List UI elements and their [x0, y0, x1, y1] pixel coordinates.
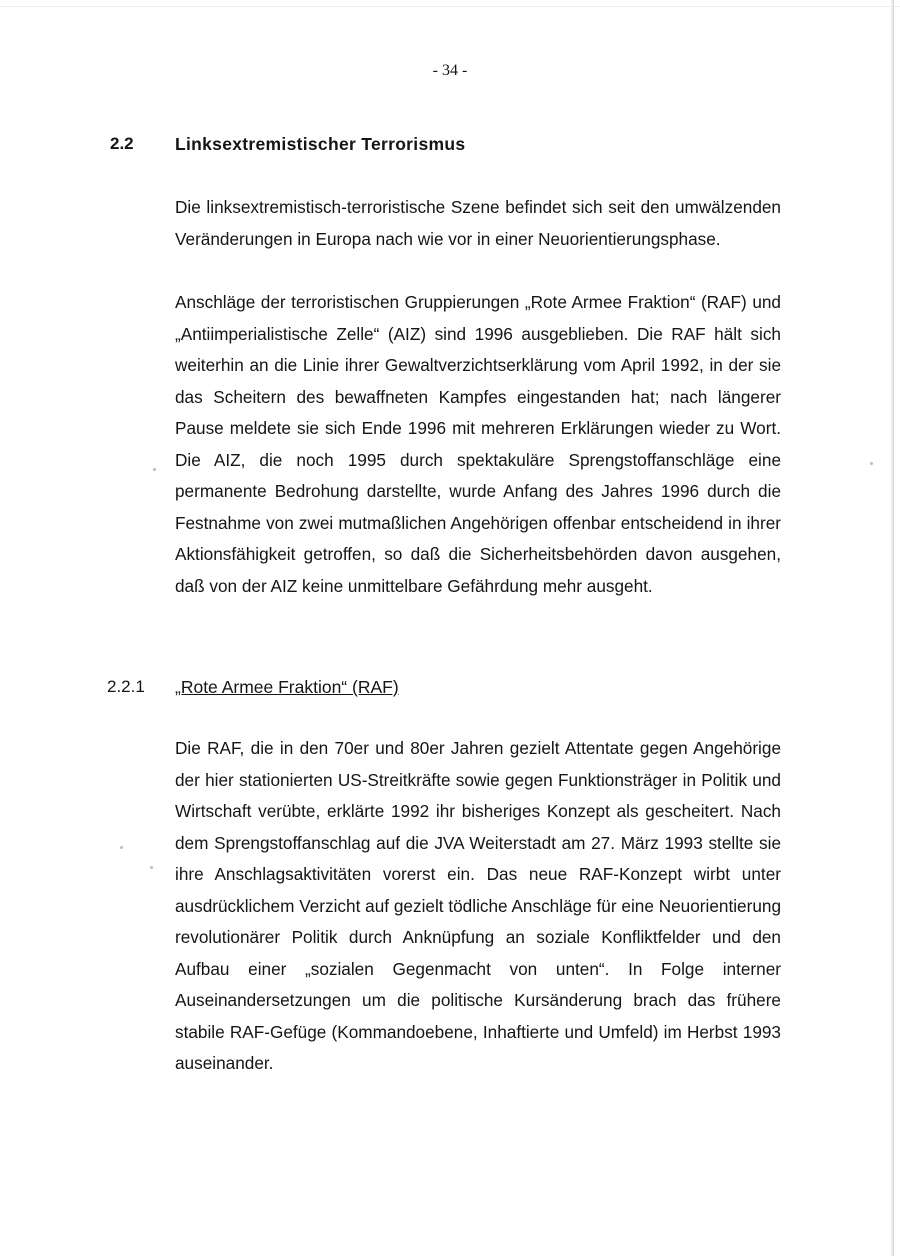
section-number: 2.2 [110, 134, 134, 153]
subsection-title: „Rote Armee Fraktion“ (RAF) [175, 677, 399, 697]
scan-speck [120, 846, 123, 849]
section-paragraph-2: Anschläge der terroristischen Gruppierungen „Rote Armee Fraktion“ (RAF) und „Antiimperialistische Zelle“ (AIZ) sind 1996 ausgeblieben. Die RAF hält sich weiterhin an die Linie ihrer Gewaltverzichtserklärung vom April 1992, in der sie das Scheitern des bewaffneten Kampfes eingestanden hat; nach längerer Pause meldete sie sich Ende 1996 mit mehreren Erklärungen wieder zu Wort. Die AIZ, die noch 1995 durch spektakuläre Sprengstoffanschläge eine permanente Bedrohung darstellte, wurde Anfang des Jahres 1996 durch die Festnahme von zwei mutmaßlichen Angehörigen offenbar entscheidend in ihrer Aktionsfähigkeit getroffen, so daß die Sicherheitsbehörden davon ausgehen, daß von der AIZ keine unmittelbare Gefährdung mehr ausgeht. [175, 292, 781, 596]
subsection-paragraph: Die RAF, die in den 70er und 80er Jahren gezielt Attentate gegen Angehörige der hier stationierten US-Streitkräfte sowie gegen Funktionsträger in Politik und Wirtschaft verübte, erklärte 1992 ihr bisheriges Konzept als gescheitert. Nach dem Sprengstoffanschlag auf die JVA Weiterstadt am 27. März 1993 stellte sie ihre Anschlagsaktivitäten vorerst ein. Das neue RAF-Konzept wirbt unter ausdrücklichem Verzicht auf gezielt tödliche Anschläge für eine Neuorientierung revolutionärer Politik durch Anknüpfung an soziale Konfliktfelder und den Aufbau einer „sozialen Gegenmacht von unten“. In Folge interner Auseinandersetzungen um die politische Kursänderung brach das frühere stabile RAF-Gefüge (Kommandoebene, Inhaftierte und Umfeld) im Herbst 1993 auseinander. [175, 738, 781, 1073]
page-number: - 34 - [432, 62, 468, 79]
scan-top-edge [0, 6, 900, 7]
scan-speck [150, 866, 153, 869]
section-paragraph-1: Die linksextremistisch-terroristische Szene befindet sich seit den umwälzenden Veränderungen in Europa nach wie vor in einer Neuorientierungsphase. [175, 197, 781, 249]
scan-right-edge [891, 0, 894, 1256]
scan-speck [870, 462, 873, 465]
subsection-number: 2.2.1 [107, 677, 145, 696]
section-title: Linksextremistischer Terrorismus [175, 134, 466, 154]
scan-speck [153, 468, 156, 471]
